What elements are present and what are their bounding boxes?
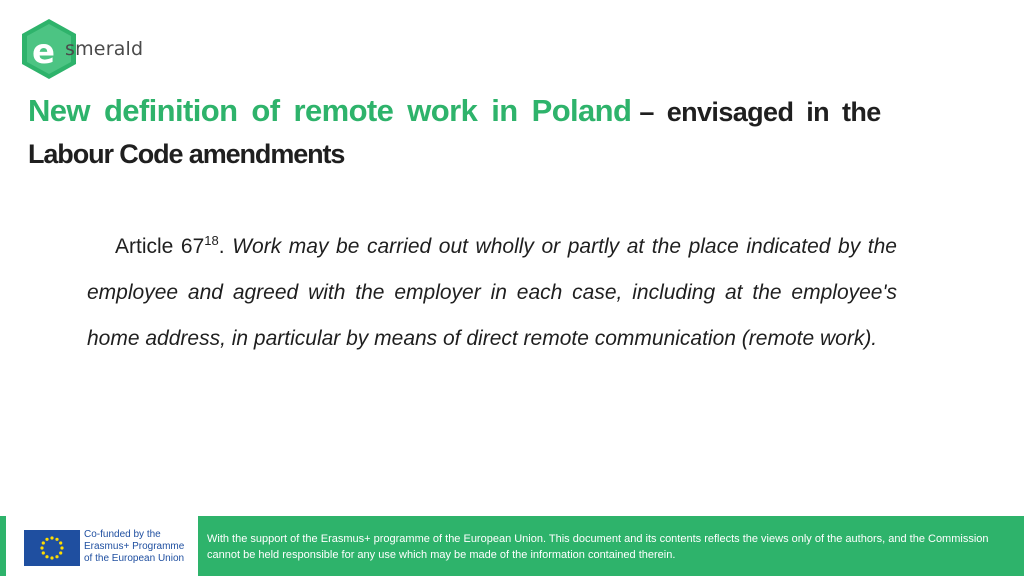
- title-rest: – envisaged in the: [639, 97, 881, 127]
- title-line2: Labour Code amendments: [28, 139, 345, 169]
- slide-title: [28, 90, 948, 175]
- eu-cofunded-badge: [6, 516, 198, 576]
- esmerald-logo: [18, 18, 150, 82]
- article-text: Work may be carried out wholly or partly at the place indicated by the employee and agreed with the employer in each case, including at the employee's home address, in particular by means of direct remote communication (remote work).: [87, 235, 897, 350]
- eu-line-1: Co-funded by the: [84, 529, 161, 540]
- eu-flag-icon: [24, 530, 80, 566]
- footer-bar: [0, 516, 1024, 576]
- eu-line-2: Erasmus+ Programme: [84, 541, 185, 552]
- article-paragraph: [87, 224, 897, 362]
- eu-cofunded-text: [84, 529, 196, 565]
- article-dot: .: [218, 235, 225, 258]
- article-superscript: 18: [204, 233, 219, 248]
- title-highlight: New definition of remote work in Poland: [28, 93, 632, 128]
- eu-line-3: of the European Union: [84, 553, 185, 564]
- article-prefix: Article 67: [115, 235, 205, 258]
- logo-letter: e: [32, 32, 56, 72]
- logo-wordmark: smerald: [65, 38, 144, 60]
- footer-disclaimer: With the support of the Erasmus+ programme of the European Union. This document and its contents reflects the views only of the authors, and the Commission cannot be held responsible for any use which may be made of the information contained therein.: [207, 533, 989, 561]
